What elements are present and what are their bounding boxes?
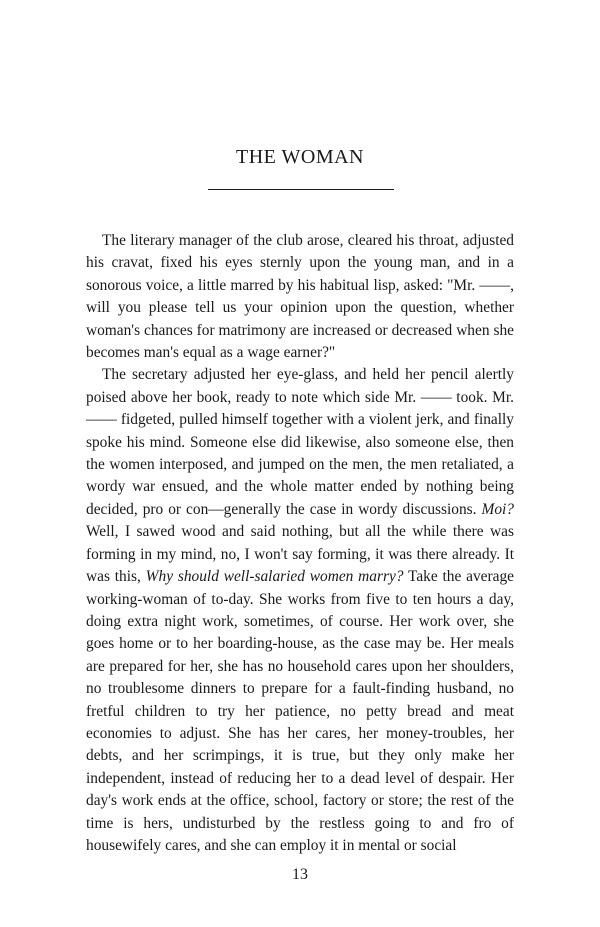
text-segment: The literary manager of the club arose, cleared his throat, adjusted his cravat, fixed his eyes sternly upon the young man, and in a sonorous voice, a little marred by his habitual lisp, asked: "Mr. ——, will you please tell us your opinion upon the question, whether woman's chances for matrimony are increased or decreased when she becomes man's equal as a wage earner?" (86, 232, 514, 362)
paragraph-2 (86, 364, 514, 857)
text-segment: Take the average working-woman of to-day. She works from five to ten hours a day, doing extra night work, sometimes, of course. Her work over, she goes home or to her boarding-house, as the case may be. Her meals are prepared for her, she has no household cares upon her shoulders, no troublesome dinners to prepare for a fault-finding husband, no fretful children to try her patience, no petty bread and meat economies to adjust. She has her cares, her money-troubles, her debts, and her scrimpings, it is true, but they only make her independent, instead of reducing her to a dead level of despair. Her day's work ends at the office, school, factory or store; the rest of the time is hers, undisturbed by the restless going to and fro of housewifely cares, and she can employ it in mental or social (86, 568, 514, 854)
body-text (86, 230, 514, 857)
title-rule (208, 189, 394, 190)
text-segment: Well, I sawed wood and said nothing, but all the while there was forming in my mind, no, I won't say forming, it was there already. It was this, (86, 523, 514, 586)
italic-segment: Why should well-salaried women marry? (145, 568, 404, 586)
paragraph-1 (86, 230, 514, 364)
text-segment: The secretary adjusted her eye-glass, and held her pencil alertly poised above her book, ready to note which side Mr. —— took. Mr. —— fidgeted, pulled himself together with a violent jerk, and finally spoke his mind. Someone else did likewise, also someone else, then the women interposed, and jumped on the men, the men retaliated, a wordy war ensued, and the whole matter ended by nothing being decided, pro or con—generally the case in wordy discussions. (86, 366, 514, 518)
chapter-title: THE WOMAN (235, 146, 364, 168)
page-number: 13 (292, 866, 308, 883)
italic-segment: Moi? (481, 500, 514, 518)
